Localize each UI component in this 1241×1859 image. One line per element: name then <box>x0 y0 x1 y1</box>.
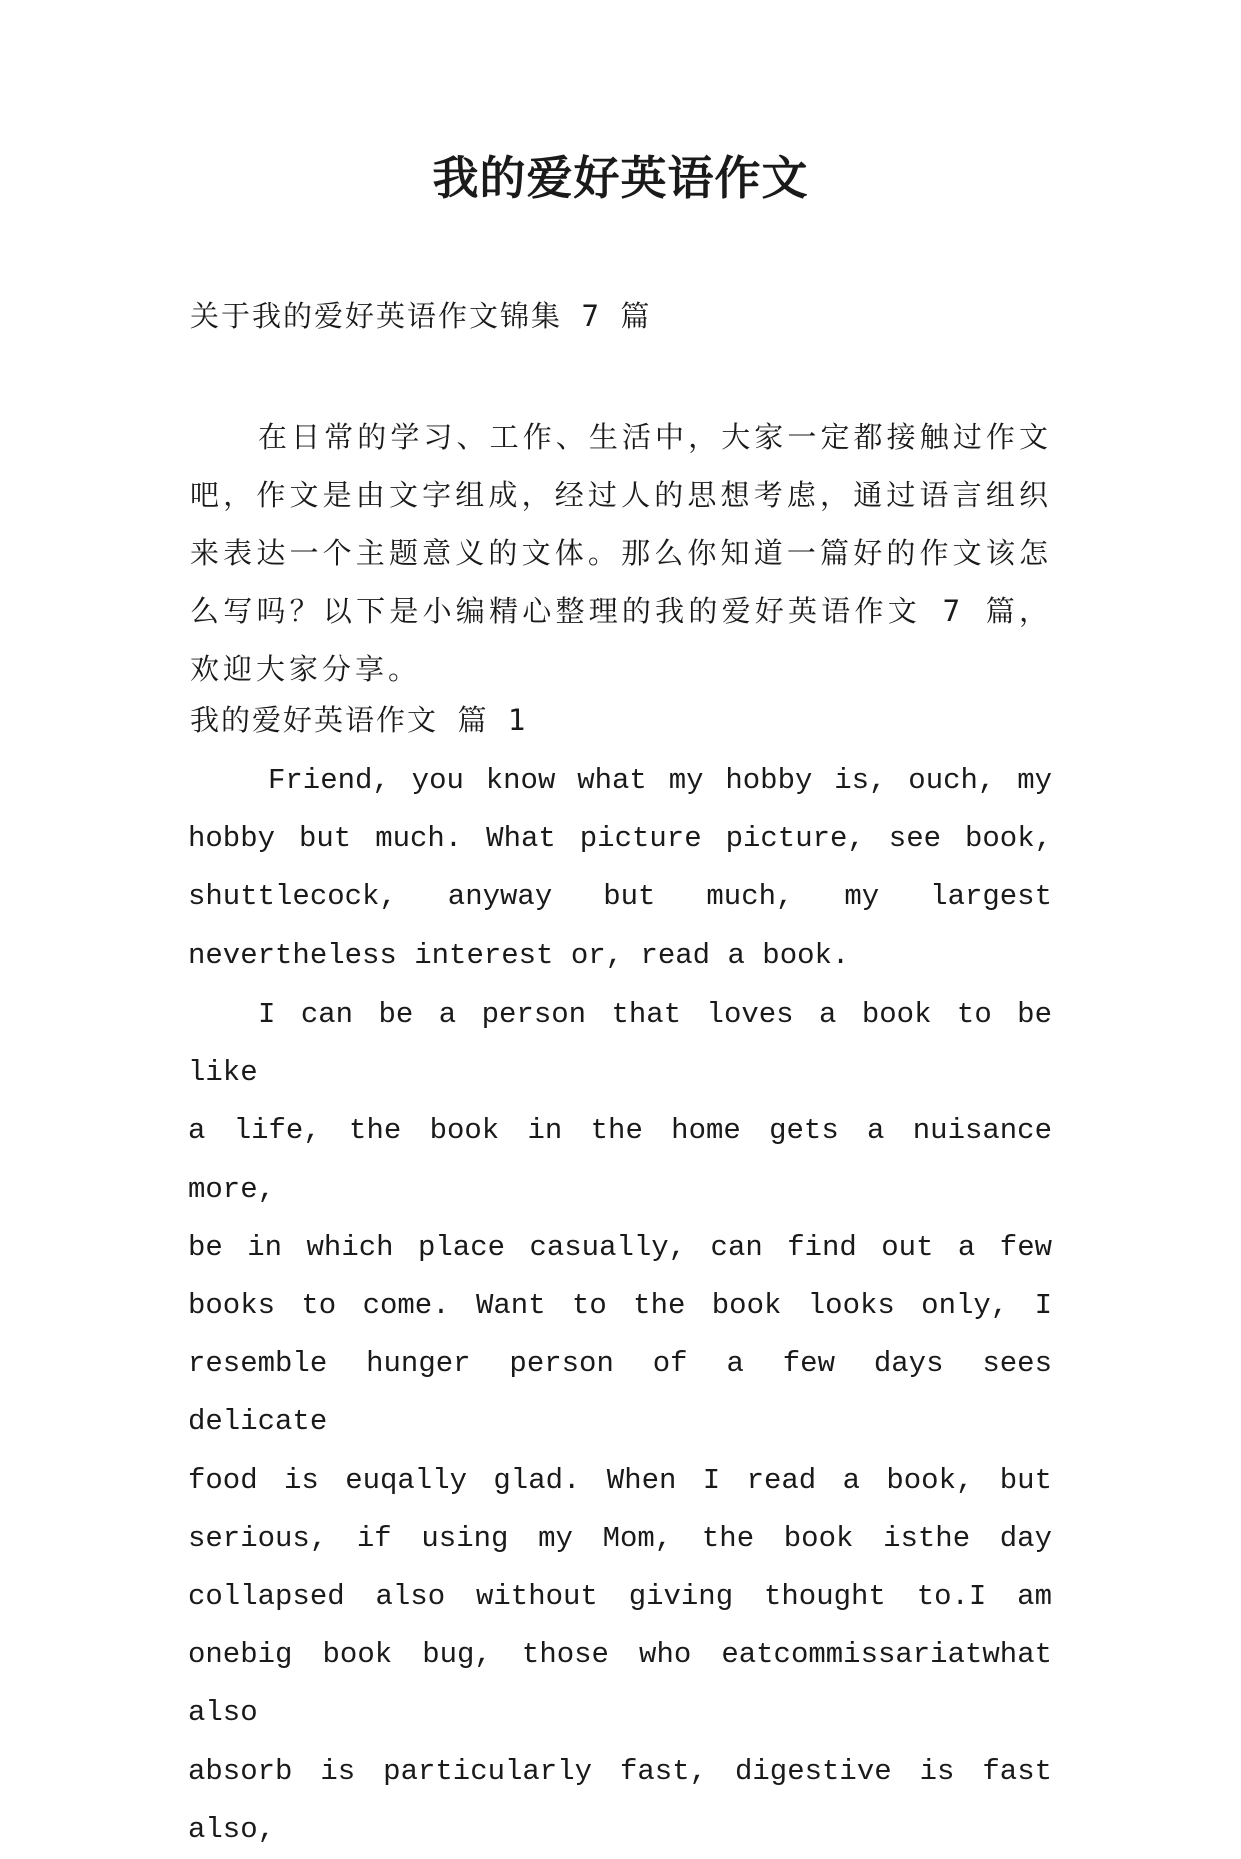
section-heading: 我的爱好英语作文 篇 1 <box>190 703 528 737</box>
paragraph-line: books to come. Want to the book looks only, I <box>188 1289 1052 1323</box>
paragraph-line: nevertheless interest or, read a book. <box>188 938 850 972</box>
document-title: 我的爱好英语作文 <box>432 151 809 205</box>
paragraph-line: Friend, you know what my hobby is, ouch, my <box>268 764 1052 797</box>
english-paragraph-1 <box>188 752 1052 985</box>
paragraph-line: absorb is particularly fast, digestive is fast also, <box>188 1754 1052 1846</box>
intro-paragraph: 在日常的学习、工作、生活中，大家一定都接触过作文吧，作文是由文字组成，经过人的思想考虑，通过语言组织来表达一个主题意义的文体。那么你知道一篇好的作文该怎么写吗？以下是小编精心整理的我的爱好英语作文 7 篇，欢迎大家分享。 <box>190 420 1052 686</box>
paragraph-line: hobby but much. What picture picture, see book, <box>188 822 1052 856</box>
paragraph-line: collapsed also without giving thought to.I am <box>188 1580 1052 1614</box>
english-paragraph-2 <box>188 986 1052 1859</box>
paragraph-line: onebig book bug, those who eatcommissariatwhat also <box>188 1638 1052 1730</box>
paragraph-line: resemble hunger person of a few days sees delicate <box>188 1347 1052 1439</box>
paragraph-line: serious, if using my Mom, the book isthe day <box>188 1521 1052 1555</box>
paragraph-line: I can be a person that loves a book to be like <box>188 998 1052 1090</box>
paragraph-line: be in which place casually, can find out a few <box>188 1230 1052 1264</box>
document-subtitle: 关于我的爱好英语作文锦集 7 篇 <box>190 299 652 333</box>
paragraph-line: food is euqally glad. When I read a book, but <box>188 1463 1052 1497</box>
paragraph-line: a life, the book in the home gets a nuisance more, <box>188 1114 1052 1206</box>
paragraph-line: shuttlecock, anyway but much, my largest <box>188 880 1052 914</box>
